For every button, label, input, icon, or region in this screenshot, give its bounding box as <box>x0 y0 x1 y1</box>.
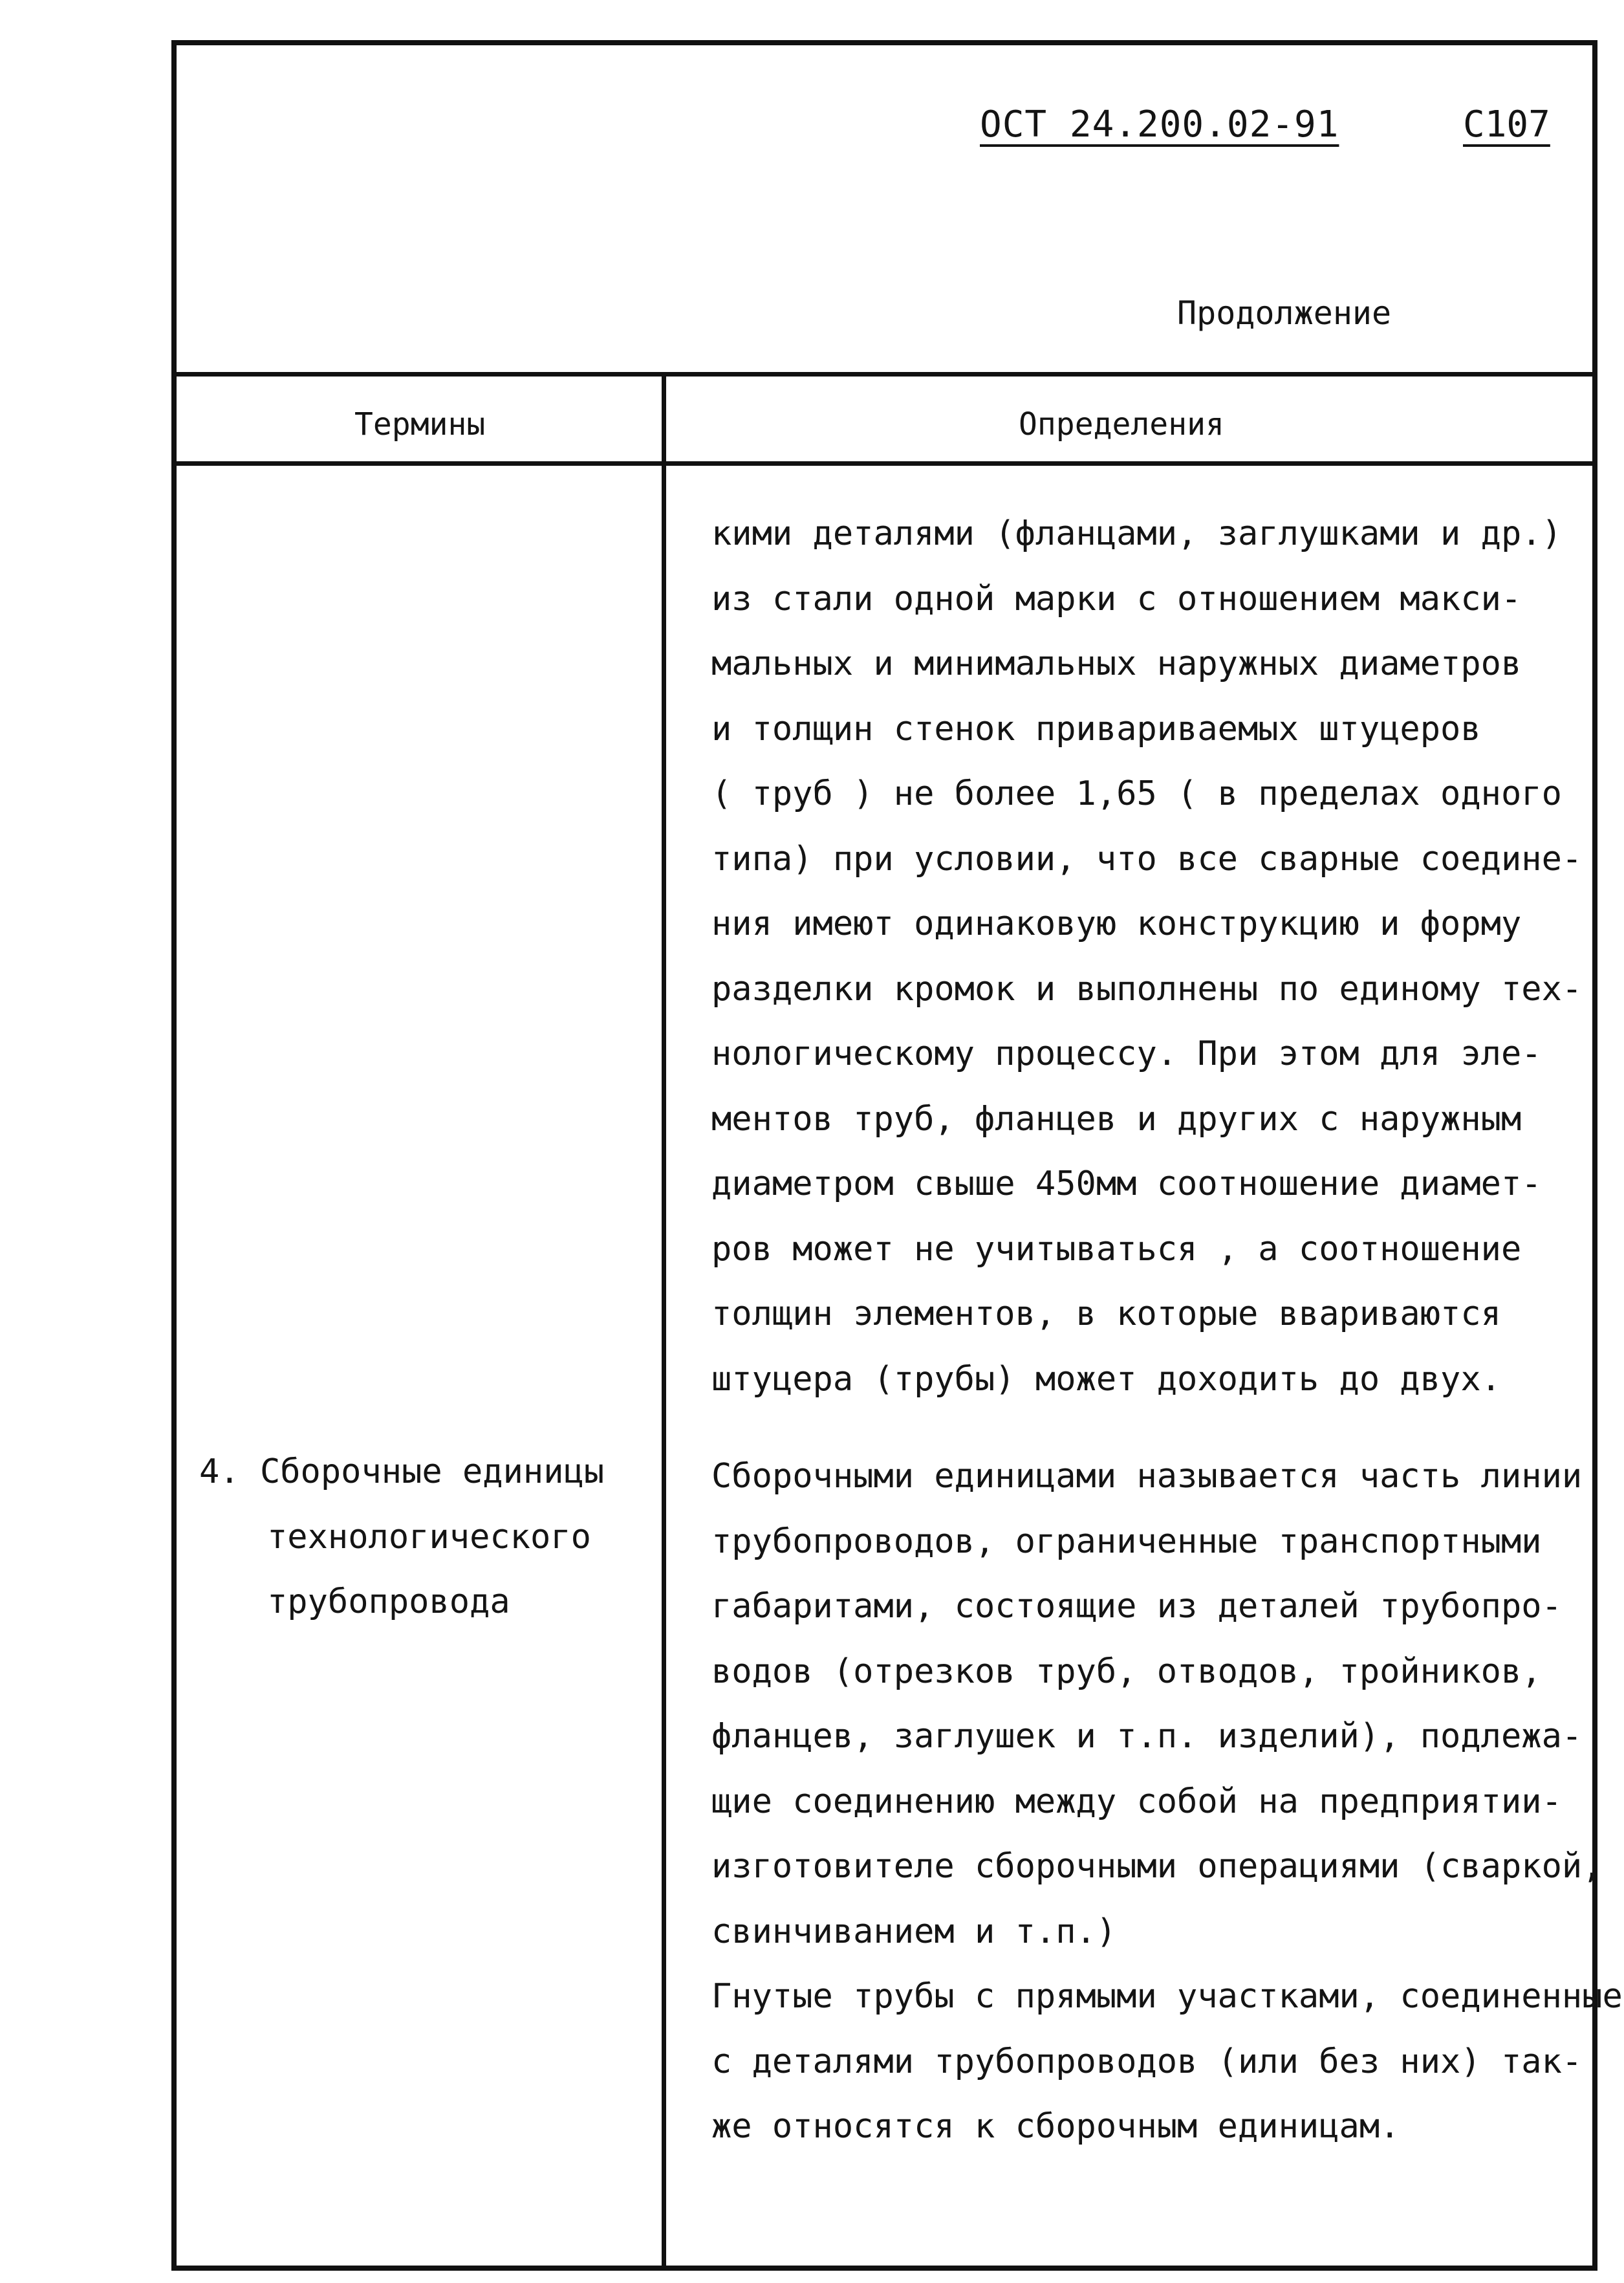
definition-line: же относятся к сборочным единицам. <box>711 2107 1400 2146</box>
definition-line: толщин элементов, в которые ввариваются <box>711 1294 1501 1333</box>
column-header-divider <box>171 461 1597 466</box>
definition-line: Гнутые трубы с прямыми участками, соединенные <box>711 1977 1623 2016</box>
definition-line: ментов труб, фланцев и других с наружным <box>711 1099 1522 1139</box>
paragraph-gap <box>711 1412 1591 1444</box>
term-title: Сборочные единицы <box>259 1452 605 1491</box>
definition-line: габаритами, состоящие из деталей трубопро- <box>711 1587 1562 1626</box>
definition-line: Сборочными единицами называется часть линии <box>711 1457 1583 1496</box>
document-number: ОСТ 24.200.02-91 <box>980 104 1339 146</box>
definition-line: фланцев, заглушек и т.п. изделий), подлежа- <box>711 1717 1583 1756</box>
definition-line: и толщин стенок привариваемых штуцеров <box>711 709 1481 748</box>
definition-line: ( труб ) не более 1,65 ( в пределах одного <box>711 774 1562 813</box>
continued-label: Продолжение <box>1177 294 1392 332</box>
definition-line: разделки кромок и выполнены по единому тех- <box>711 969 1583 1009</box>
definitions-text <box>711 501 1623 2159</box>
header-divider <box>171 372 1597 377</box>
terms-column-header: Термины <box>354 406 486 442</box>
definition-line: типа) при условии, что все сварные соедине- <box>711 839 1583 879</box>
definition-line: из стали одной марки с отношением макси- <box>711 579 1522 618</box>
definition-line: свинчиванием и т.п.) <box>711 1912 1117 1951</box>
definition-line: диаметром свыше 450мм соотношение диамет- <box>711 1164 1542 1203</box>
definition-line: мальных и минимальных наружных диаметров <box>711 644 1522 683</box>
definition-line: водов (отрезков труб, отводов, тройников, <box>711 1652 1542 1691</box>
definitions-column-header: Определения <box>1019 406 1224 442</box>
definition-line: штуцера (трубы) может доходить до двух. <box>711 1359 1501 1399</box>
definition-line: кими деталями (фланцами, заглушками и др.) <box>711 514 1562 553</box>
page-number: С107 <box>1463 104 1550 146</box>
term-line: трубопровода <box>267 1582 510 1621</box>
term-line: технологического <box>267 1517 591 1557</box>
column-divider <box>662 375 666 2271</box>
definition-line: изготовителе сборочными операциями (сваркой, <box>711 1847 1603 1886</box>
definition-line: трубопроводов, ограниченные транспортными <box>711 1522 1542 1561</box>
term-line <box>199 1439 604 1505</box>
definition-line: с деталями трубопроводов (или без них) так- <box>711 2042 1583 2081</box>
definition-line: нологическому процессу. При этом для эле- <box>711 1034 1542 1073</box>
definition-line: ров может не учитываться , а соотношение <box>711 1229 1522 1269</box>
definition-line: щие соединению между собой на предприятии- <box>711 1782 1562 1821</box>
definition-line: ния имеют одинаковую конструкцию и форму <box>711 904 1522 943</box>
term-number: 4. <box>199 1452 240 1491</box>
term-entry <box>199 1439 604 1635</box>
